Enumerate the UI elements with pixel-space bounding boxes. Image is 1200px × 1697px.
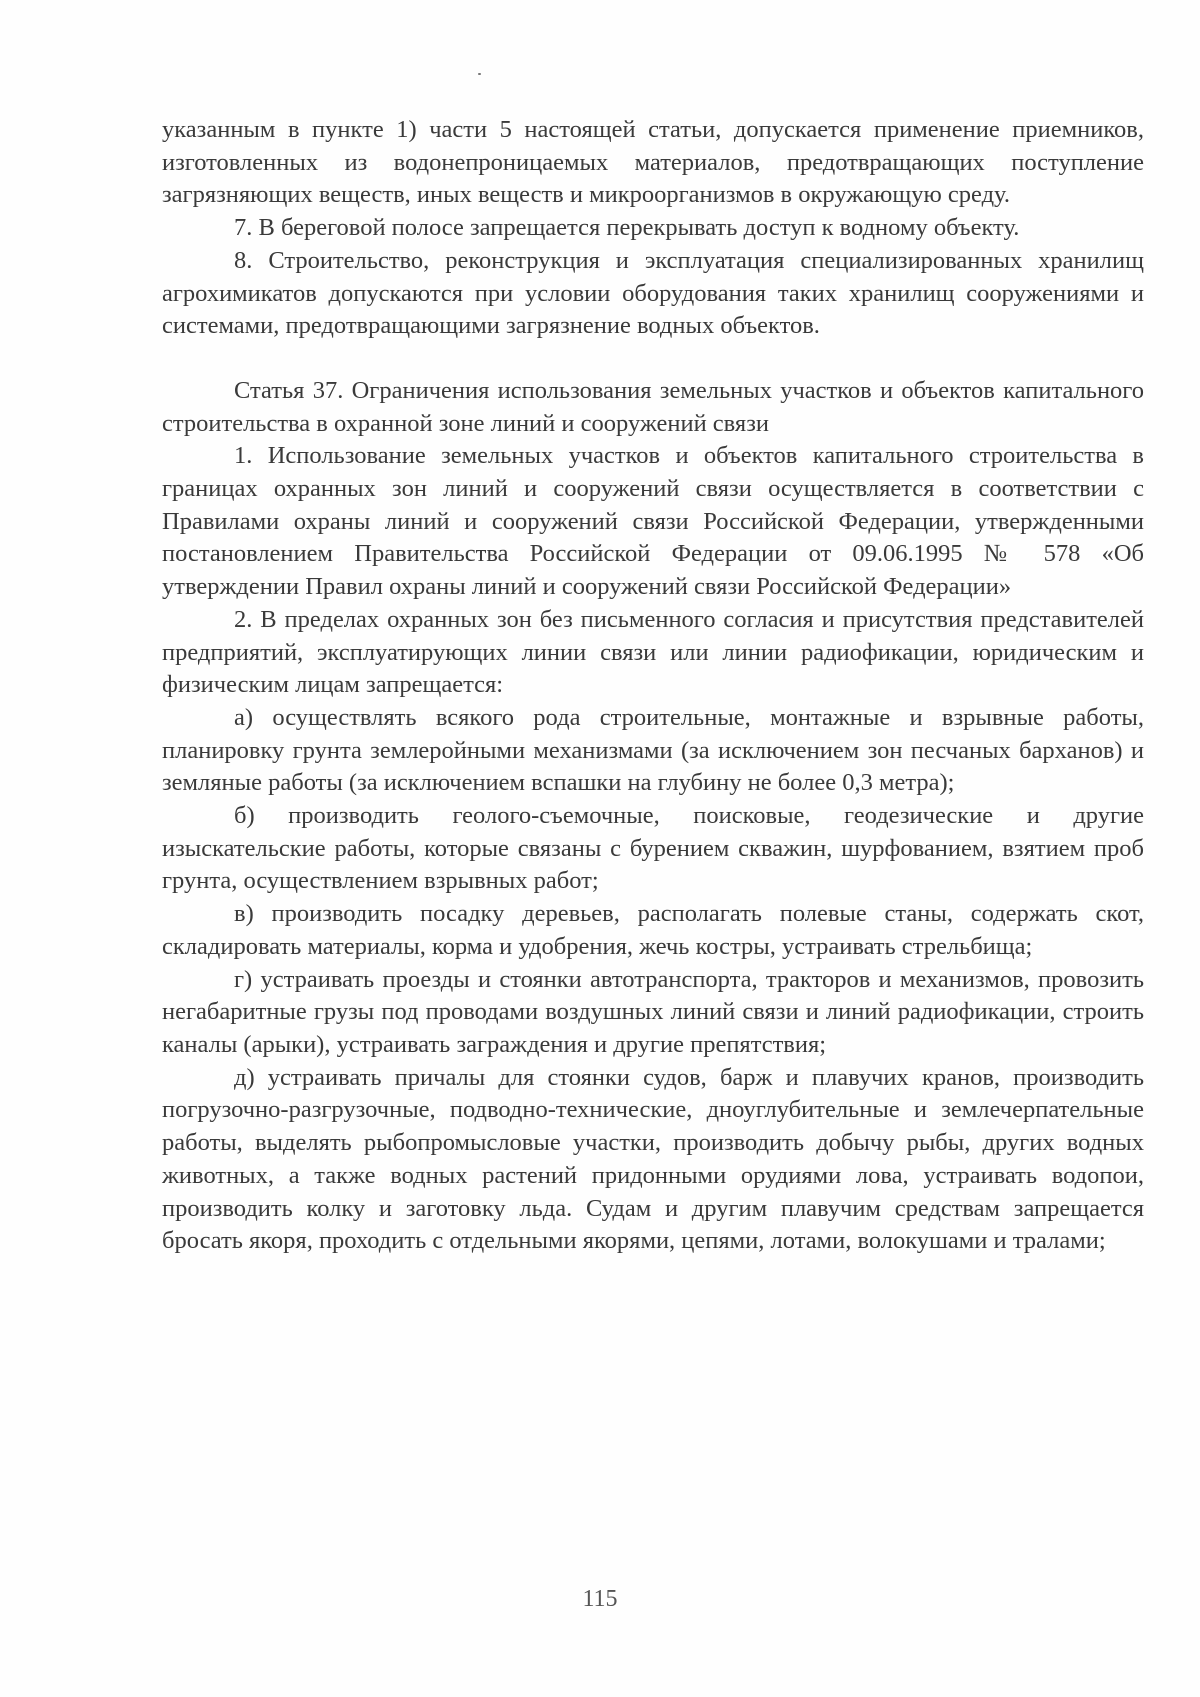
scan-speck [478,73,481,75]
subitem-g: г) устраивать проезды и стоянки автотранспорта, тракторов и механизмов, провозить негабаритные грузы под проводами воздушных линий связи и линий радиофикации, строить каналы (арыки), устраивать заграждения и другие препятствия; [162,965,1144,1058]
subitem-v: в) производить посадку деревьев, располагать полевые станы, содержать скот, складировать материалы, корма и удобрения, жечь костры, устраивать стрельбища; [162,900,1144,960]
paragraph-item-2: 2. В пределах охранных зон без письменного согласия и присутствия представителей предприятий, эксплуатирующих линии связи или линии радиофикации, юридическим и физическим лицам запрещается: [162,605,1144,699]
subitem-a: а) осуществлять всякого рода строительные, монтажные и взрывные работы, планировку грунта землеройными механизмами (за исключением зон песчаных барханов) и земляные работы (за исключением вспашки на глубину не более 0,3 метра); [162,703,1144,797]
document-body [162,114,1144,1258]
paragraph-continuation: указанным в пункте 1) части 5 настоящей статьи, допускается применение приемников, изготовленных из водонепроницаемых материалов, предотвращающих поступление загрязняющих веществ, иных веществ и микроорганизмов в окружающую среду. [162,116,1144,209]
paragraph-item-7: 7. В береговой полосе запрещается перекрывать доступ к водному объекту. [234,214,1020,242]
article-heading: Статья 37. Ограничения использования земельных участков и объектов капитального строительства в охранной зоне линий и сооружений связи [162,376,1144,437]
paragraph-item-8: 8. Строительство, реконструкция и эксплуатация специализированных хранилищ агрохимикатов допускаются при условии оборудования таких хранилищ сооружениями и системами, предотвращающими загрязнение водных объектов. [162,246,1144,340]
page-number: 115 [582,1586,618,1612]
paragraph-item-1: 1. Использование земельных участков и объектов капитального строительства в границах охранных зон линий и сооружений связи осуществляется в соответствии с Правилами охраны линий и сооружений связи Российской Федерации, утвержденными постановлением Правительства Российской Федерации от 09.06.1995 № 578 «Об утверждении Правил охраны линий и сооружений связи Российской Федерации» [162,442,1144,601]
subitem-b: б) производить геолого-съемочные, поисковые, геодезические и другие изыскательские работы, которые связаны с бурением скважин, шурфованием, взятием проб грунта, осуществлением взрывных работ; [162,802,1144,895]
subitem-d: д) устраивать причалы для стоянки судов, барж и плавучих кранов, производить погрузочно-разгрузочные, подводно-технические, дноуглубительные и землечерпательные работы, выделять рыбопромысловые участки, производить добычу рыбы, других водных животных, а также водных растений придонными орудиями лова, устраивать водопои, производить колку и заготовку льда. Судам и другим плавучим средствам запрещается бросать якоря, проходить с отдельными якорями, цепями, лотами, волокушами и тралами; [162,1063,1144,1255]
